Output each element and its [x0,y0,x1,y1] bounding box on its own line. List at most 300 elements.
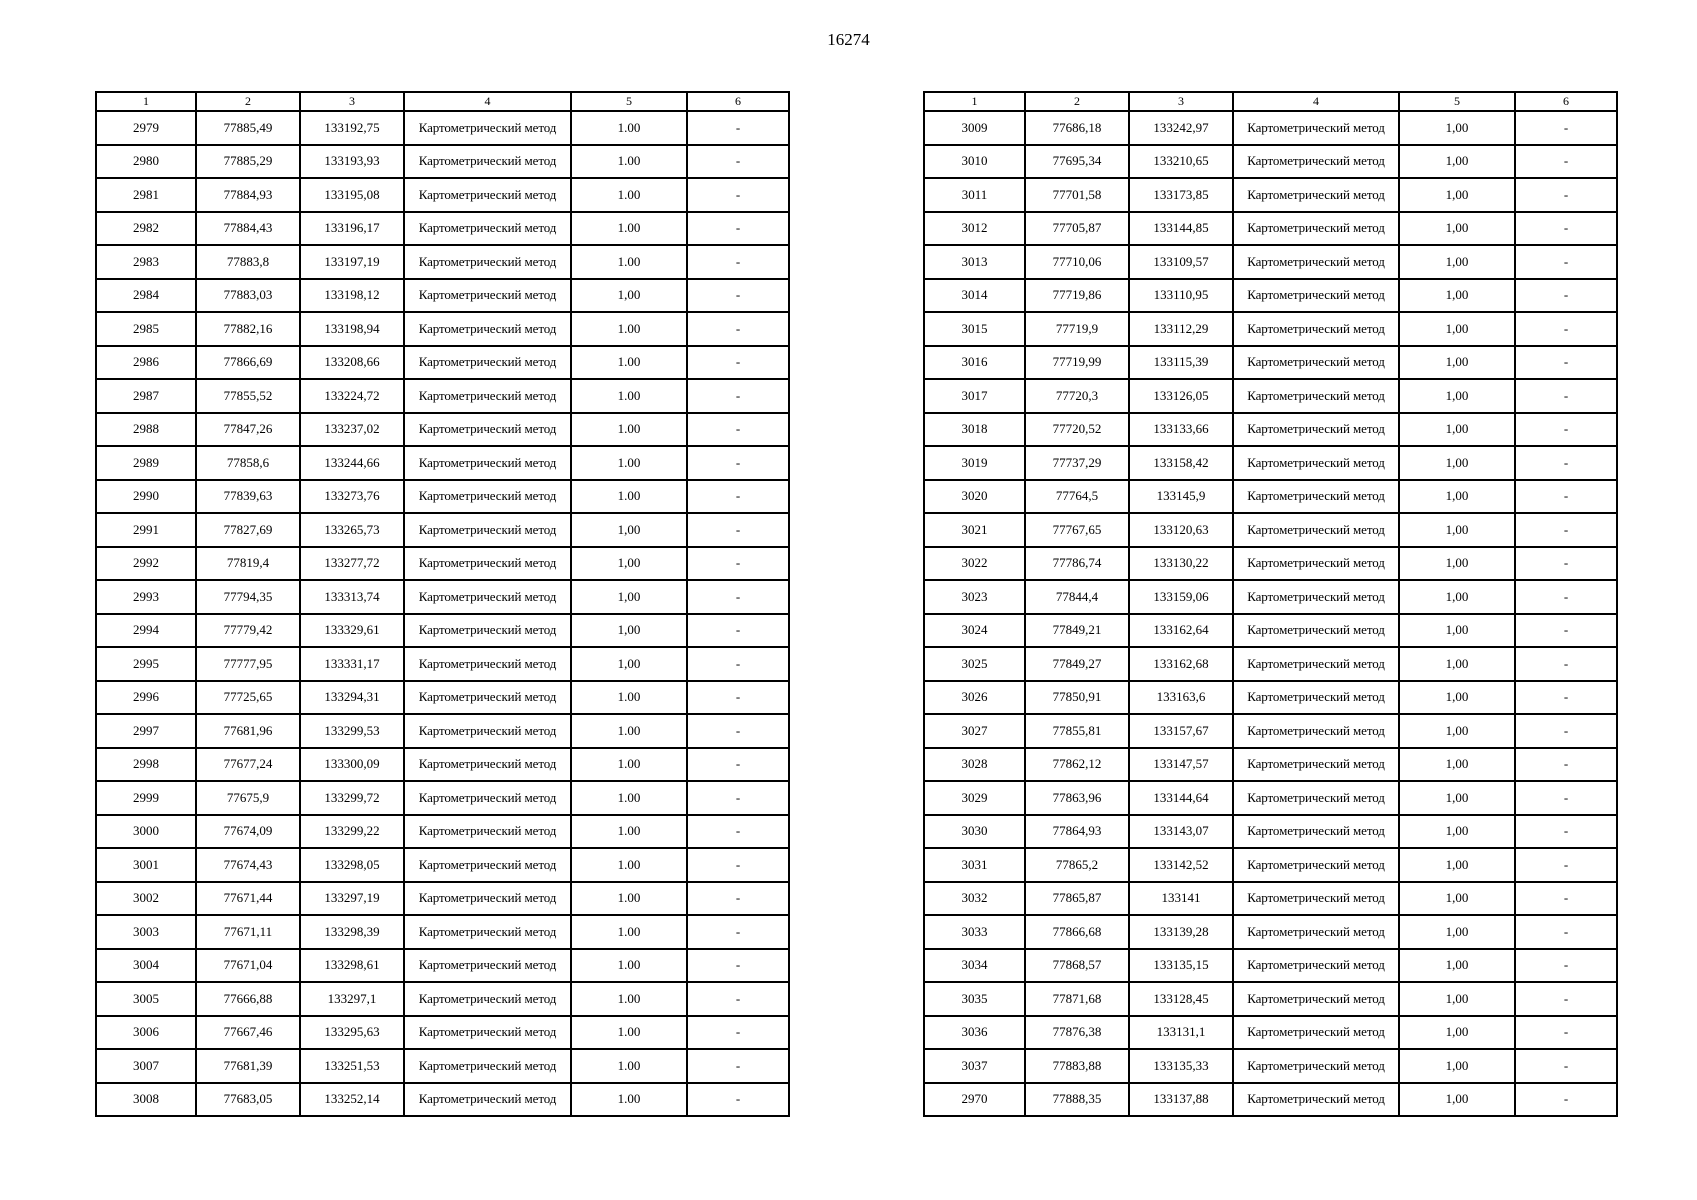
x-coordinate-cell: 77883,88 [1025,1049,1129,1083]
table-row [924,446,1617,480]
point-number-cell: 2983 [96,245,196,279]
y-coordinate-cell: 133298,05 [300,848,404,882]
precision-cell: 1,00 [1399,748,1515,782]
precision-cell: 1,00 [1399,1016,1515,1050]
y-coordinate-cell: 133109,57 [1129,245,1233,279]
point-number-cell: 3004 [96,949,196,983]
x-coordinate-cell: 77710,06 [1025,245,1129,279]
y-coordinate-cell: 133299,72 [300,781,404,815]
precision-cell: 1.00 [571,681,687,715]
method-cell: Картометрический метод [1233,547,1399,581]
precision-cell: 1,00 [571,647,687,681]
y-coordinate-cell: 133158,42 [1129,446,1233,480]
coordinates-table-left [95,91,790,1117]
method-cell: Картометрический метод [404,714,571,748]
y-coordinate-cell: 133131,1 [1129,1016,1233,1050]
precision-cell: 1.00 [571,815,687,849]
precision-cell: 1,00 [1399,815,1515,849]
note-cell: - [687,748,789,782]
point-number-cell: 3026 [924,681,1025,715]
precision-cell: 1,00 [1399,413,1515,447]
method-cell: Картометрический метод [1233,346,1399,380]
method-cell: Картометрический метод [1233,1049,1399,1083]
x-coordinate-cell: 77863,96 [1025,781,1129,815]
table-row [924,915,1617,949]
note-cell: - [687,949,789,983]
method-cell: Картометрический метод [404,848,571,882]
note-cell: - [687,178,789,212]
y-coordinate-cell: 133298,39 [300,915,404,949]
note-cell: - [687,111,789,145]
table-row [96,915,789,949]
table-row [96,413,789,447]
x-coordinate-cell: 77674,43 [196,848,300,882]
method-cell: Картометрический метод [404,480,571,514]
y-coordinate-cell: 133299,22 [300,815,404,849]
y-coordinate-cell: 133198,12 [300,279,404,313]
table-row [96,1049,789,1083]
y-coordinate-cell: 133135,33 [1129,1049,1233,1083]
y-coordinate-cell: 133141 [1129,882,1233,916]
method-cell: Картометрический метод [404,547,571,581]
coordinates-table-right [923,91,1618,1117]
x-coordinate-cell: 77786,74 [1025,547,1129,581]
precision-cell: 1,00 [571,513,687,547]
table-row [924,748,1617,782]
x-coordinate-cell: 77888,35 [1025,1083,1129,1117]
point-number-cell: 2999 [96,781,196,815]
column-header: 5 [1399,92,1515,111]
method-cell: Картометрический метод [1233,580,1399,614]
method-cell: Картометрический метод [1233,647,1399,681]
y-coordinate-cell: 133157,67 [1129,714,1233,748]
precision-cell: 1.00 [571,714,687,748]
x-coordinate-cell: 77720,52 [1025,413,1129,447]
y-coordinate-cell: 133313,74 [300,580,404,614]
precision-cell: 1.00 [571,145,687,179]
precision-cell: 1.00 [571,882,687,916]
method-cell: Картометрический метод [404,681,571,715]
x-coordinate-cell: 77737,29 [1025,446,1129,480]
table-row [96,815,789,849]
y-coordinate-cell: 133137,88 [1129,1083,1233,1117]
precision-cell: 1,00 [1399,513,1515,547]
precision-cell: 1.00 [571,748,687,782]
table-row [924,647,1617,681]
point-number-cell: 2992 [96,547,196,581]
method-cell: Картометрический метод [404,279,571,313]
x-coordinate-cell: 77864,93 [1025,815,1129,849]
method-cell: Картометрический метод [404,245,571,279]
note-cell: - [687,781,789,815]
precision-cell: 1,00 [571,279,687,313]
method-cell: Картометрический метод [1233,781,1399,815]
note-cell: - [687,413,789,447]
method-cell: Картометрический метод [404,145,571,179]
header-row [96,92,789,111]
y-coordinate-cell: 133198,94 [300,312,404,346]
x-coordinate-cell: 77885,49 [196,111,300,145]
point-number-cell: 2993 [96,580,196,614]
table-row [924,1016,1617,1050]
point-number-cell: 3010 [924,145,1025,179]
note-cell: - [1515,714,1617,748]
precision-cell: 1.00 [571,915,687,949]
note-cell: - [687,279,789,313]
x-coordinate-cell: 77862,12 [1025,748,1129,782]
note-cell: - [1515,446,1617,480]
point-number-cell: 3015 [924,312,1025,346]
y-coordinate-cell: 133297,19 [300,882,404,916]
x-coordinate-cell: 77858,6 [196,446,300,480]
method-cell: Картометрический метод [404,312,571,346]
precision-cell: 1.00 [571,111,687,145]
note-cell: - [687,1049,789,1083]
precision-cell: 1,00 [1399,1083,1515,1117]
y-coordinate-cell: 133295,63 [300,1016,404,1050]
note-cell: - [687,580,789,614]
table-row [96,848,789,882]
point-number-cell: 3029 [924,781,1025,815]
table-row [924,178,1617,212]
method-cell: Картометрический метод [1233,815,1399,849]
x-coordinate-cell: 77849,21 [1025,614,1129,648]
note-cell: - [687,145,789,179]
point-number-cell: 3030 [924,815,1025,849]
column-header: 2 [196,92,300,111]
point-number-cell: 3018 [924,413,1025,447]
method-cell: Картометрический метод [1233,145,1399,179]
note-cell: - [687,1083,789,1117]
table-row [96,312,789,346]
x-coordinate-cell: 77876,38 [1025,1016,1129,1050]
note-cell: - [1515,815,1617,849]
precision-cell: 1,00 [1399,480,1515,514]
method-cell: Картометрический метод [1233,949,1399,983]
y-coordinate-cell: 133195,08 [300,178,404,212]
x-coordinate-cell: 77719,86 [1025,279,1129,313]
x-coordinate-cell: 77777,95 [196,647,300,681]
note-cell: - [1515,1016,1617,1050]
note-cell: - [687,379,789,413]
x-coordinate-cell: 77868,57 [1025,949,1129,983]
point-number-cell: 2984 [96,279,196,313]
x-coordinate-cell: 77885,29 [196,145,300,179]
table-row [924,815,1617,849]
table-row [924,848,1617,882]
x-coordinate-cell: 77849,27 [1025,647,1129,681]
point-number-cell: 3033 [924,915,1025,949]
note-cell: - [1515,982,1617,1016]
table-row [924,882,1617,916]
table-row [924,212,1617,246]
method-cell: Картометрический метод [1233,245,1399,279]
x-coordinate-cell: 77675,9 [196,781,300,815]
x-coordinate-cell: 77677,24 [196,748,300,782]
table-row [924,982,1617,1016]
method-cell: Картометрический метод [404,982,571,1016]
precision-cell: 1.00 [571,480,687,514]
method-cell: Картометрический метод [404,781,571,815]
method-cell: Картометрический метод [1233,614,1399,648]
note-cell: - [1515,279,1617,313]
precision-cell: 1,00 [1399,111,1515,145]
column-header: 3 [1129,92,1233,111]
y-coordinate-cell: 133192,75 [300,111,404,145]
x-coordinate-cell: 77855,81 [1025,714,1129,748]
table-row [924,346,1617,380]
precision-cell: 1,00 [1399,781,1515,815]
point-number-cell: 2985 [96,312,196,346]
precision-cell: 1.00 [571,346,687,380]
x-coordinate-cell: 77701,58 [1025,178,1129,212]
precision-cell: 1,00 [1399,915,1515,949]
table-row [96,279,789,313]
method-cell: Картометрический метод [404,212,571,246]
point-number-cell: 2989 [96,446,196,480]
note-cell: - [1515,848,1617,882]
table-row [96,580,789,614]
point-number-cell: 2990 [96,480,196,514]
y-coordinate-cell: 133144,85 [1129,212,1233,246]
table-row [924,513,1617,547]
method-cell: Картометрический метод [404,346,571,380]
point-number-cell: 3037 [924,1049,1025,1083]
point-number-cell: 3025 [924,647,1025,681]
x-coordinate-cell: 77719,9 [1025,312,1129,346]
y-coordinate-cell: 133162,68 [1129,647,1233,681]
point-number-cell: 3034 [924,949,1025,983]
x-coordinate-cell: 77844,4 [1025,580,1129,614]
precision-cell: 1,00 [1399,848,1515,882]
x-coordinate-cell: 77681,96 [196,714,300,748]
y-coordinate-cell: 133133,66 [1129,413,1233,447]
note-cell: - [687,446,789,480]
precision-cell: 1.00 [571,245,687,279]
y-coordinate-cell: 133300,09 [300,748,404,782]
method-cell: Картометрический метод [404,815,571,849]
method-cell: Картометрический метод [404,1083,571,1117]
note-cell: - [687,815,789,849]
table-row [96,212,789,246]
method-cell: Картометрический метод [1233,312,1399,346]
y-coordinate-cell: 133244,66 [300,446,404,480]
x-coordinate-cell: 77855,52 [196,379,300,413]
x-coordinate-cell: 77882,16 [196,312,300,346]
y-coordinate-cell: 133110,95 [1129,279,1233,313]
y-coordinate-cell: 133142,52 [1129,848,1233,882]
note-cell: - [687,547,789,581]
page-number: 16274 [827,30,870,49]
column-header: 1 [96,92,196,111]
x-coordinate-cell: 77666,88 [196,982,300,1016]
x-coordinate-cell: 77686,18 [1025,111,1129,145]
table-row [924,547,1617,581]
precision-cell: 1,00 [1399,446,1515,480]
y-coordinate-cell: 133144,64 [1129,781,1233,815]
method-cell: Картометрический метод [1233,714,1399,748]
note-cell: - [1515,748,1617,782]
method-cell: Картометрический метод [1233,480,1399,514]
x-coordinate-cell: 77705,87 [1025,212,1129,246]
point-number-cell: 3021 [924,513,1025,547]
method-cell: Картометрический метод [1233,1083,1399,1117]
point-number-cell: 2995 [96,647,196,681]
method-cell: Картометрический метод [404,647,571,681]
point-number-cell: 2997 [96,714,196,748]
x-coordinate-cell: 77884,43 [196,212,300,246]
header-row [924,92,1617,111]
method-cell: Картометрический метод [1233,1016,1399,1050]
point-number-cell: 2979 [96,111,196,145]
precision-cell: 1.00 [571,379,687,413]
note-cell: - [1515,882,1617,916]
note-cell: - [687,1016,789,1050]
column-header: 4 [1233,92,1399,111]
table-row [96,379,789,413]
precision-cell: 1,00 [1399,1049,1515,1083]
table-row [96,1083,789,1117]
point-number-cell: 2981 [96,178,196,212]
y-coordinate-cell: 133329,61 [300,614,404,648]
precision-cell: 1.00 [571,178,687,212]
point-number-cell: 3002 [96,882,196,916]
table-row [924,781,1617,815]
method-cell: Картометрический метод [1233,413,1399,447]
precision-cell: 1.00 [571,1083,687,1117]
column-header: 1 [924,92,1025,111]
point-number-cell: 2994 [96,614,196,648]
x-coordinate-cell: 77839,63 [196,480,300,514]
x-coordinate-cell: 77850,91 [1025,681,1129,715]
table-row [924,1083,1617,1117]
note-cell: - [1515,781,1617,815]
x-coordinate-cell: 77884,93 [196,178,300,212]
note-cell: - [1515,681,1617,715]
y-coordinate-cell: 133210,65 [1129,145,1233,179]
method-cell: Картометрический метод [404,580,571,614]
y-coordinate-cell: 133277,72 [300,547,404,581]
table-row [96,145,789,179]
method-cell: Картометрический метод [404,111,571,145]
table-row [96,614,789,648]
precision-cell: 1,00 [571,614,687,648]
note-cell: - [687,915,789,949]
note-cell: - [1515,1083,1617,1117]
precision-cell: 1,00 [1399,245,1515,279]
note-cell: - [1515,547,1617,581]
point-number-cell: 3027 [924,714,1025,748]
point-number-cell: 3017 [924,379,1025,413]
x-coordinate-cell: 77779,42 [196,614,300,648]
method-cell: Картометрический метод [1233,111,1399,145]
note-cell: - [1515,647,1617,681]
table-row [96,748,789,782]
column-header: 4 [404,92,571,111]
x-coordinate-cell: 77871,68 [1025,982,1129,1016]
table-row [924,949,1617,983]
method-cell: Картометрический метод [404,949,571,983]
x-coordinate-cell: 77681,39 [196,1049,300,1083]
note-cell: - [1515,513,1617,547]
table-row [96,513,789,547]
y-coordinate-cell: 133135,15 [1129,949,1233,983]
point-number-cell: 2987 [96,379,196,413]
method-cell: Картометрический метод [404,379,571,413]
note-cell: - [1515,949,1617,983]
point-number-cell: 3007 [96,1049,196,1083]
x-coordinate-cell: 77794,35 [196,580,300,614]
method-cell: Картометрический метод [404,614,571,648]
y-coordinate-cell: 133197,19 [300,245,404,279]
point-number-cell: 3035 [924,982,1025,1016]
note-cell: - [687,245,789,279]
precision-cell: 1,00 [1399,178,1515,212]
table-row [96,111,789,145]
point-number-cell: 3012 [924,212,1025,246]
note-cell: - [687,212,789,246]
precision-cell: 1.00 [571,413,687,447]
y-coordinate-cell: 133299,53 [300,714,404,748]
precision-cell: 1,00 [1399,681,1515,715]
method-cell: Картометрический метод [1233,513,1399,547]
table-row [96,480,789,514]
point-number-cell: 3031 [924,848,1025,882]
point-number-cell: 3024 [924,614,1025,648]
point-number-cell: 2988 [96,413,196,447]
y-coordinate-cell: 133128,45 [1129,982,1233,1016]
note-cell: - [1515,245,1617,279]
point-number-cell: 3032 [924,882,1025,916]
table-row [96,882,789,916]
method-cell: Картометрический метод [1233,848,1399,882]
precision-cell: 1.00 [571,781,687,815]
table-row [924,480,1617,514]
note-cell: - [687,714,789,748]
method-cell: Картометрический метод [1233,446,1399,480]
y-coordinate-cell: 133130,22 [1129,547,1233,581]
y-coordinate-cell: 133297,1 [300,982,404,1016]
point-number-cell: 3005 [96,982,196,1016]
note-cell: - [687,480,789,514]
note-cell: - [687,312,789,346]
x-coordinate-cell: 77720,3 [1025,379,1129,413]
table-row [924,379,1617,413]
precision-cell: 1.00 [571,1049,687,1083]
table-row [96,949,789,983]
point-number-cell: 3020 [924,480,1025,514]
precision-cell: 1,00 [1399,882,1515,916]
precision-cell: 1,00 [1399,647,1515,681]
x-coordinate-cell: 77883,8 [196,245,300,279]
x-coordinate-cell: 77683,05 [196,1083,300,1117]
y-coordinate-cell: 133126,05 [1129,379,1233,413]
table-row [924,279,1617,313]
y-coordinate-cell: 133252,14 [300,1083,404,1117]
table-row [924,312,1617,346]
point-number-cell: 3022 [924,547,1025,581]
y-coordinate-cell: 133224,72 [300,379,404,413]
note-cell: - [1515,1049,1617,1083]
method-cell: Картометрический метод [404,1016,571,1050]
point-number-cell: 2998 [96,748,196,782]
point-number-cell: 3036 [924,1016,1025,1050]
y-coordinate-cell: 133162,64 [1129,614,1233,648]
precision-cell: 1.00 [571,446,687,480]
point-number-cell: 2982 [96,212,196,246]
table-row [924,1049,1617,1083]
table-row [96,245,789,279]
